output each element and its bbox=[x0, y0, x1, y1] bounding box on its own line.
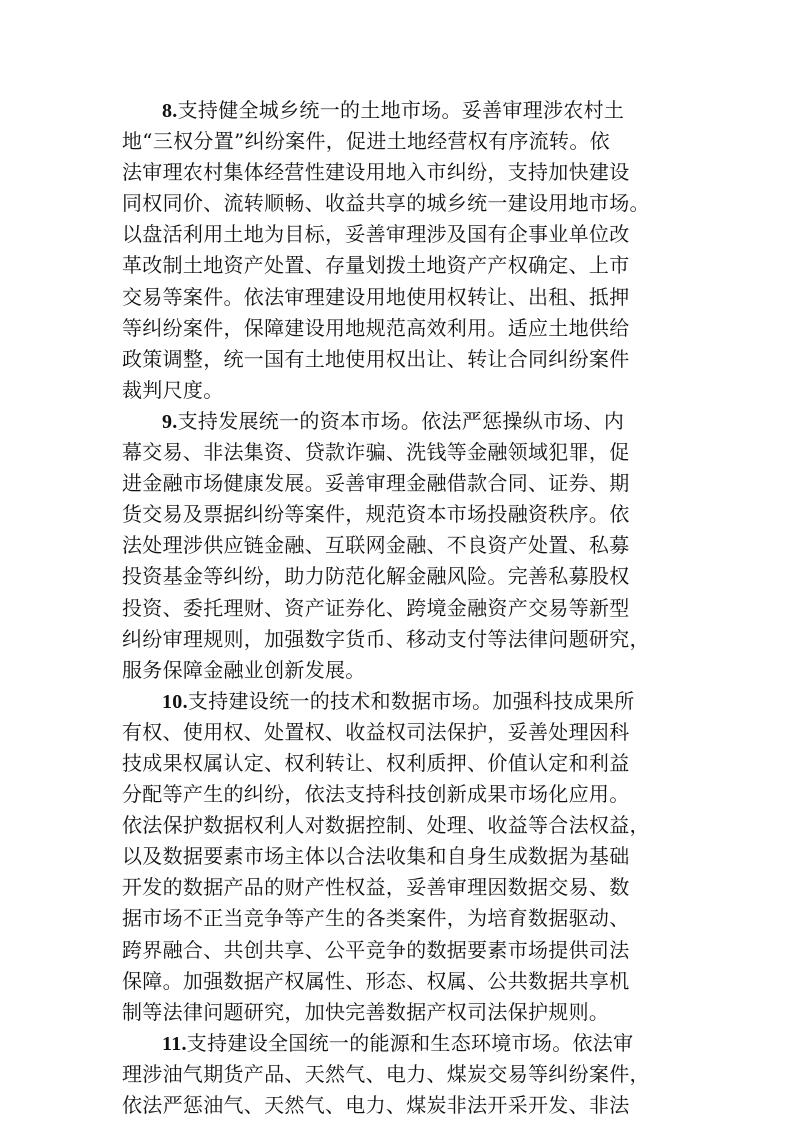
paragraph-line: 投资基金等纠纷，助力防范化解金融风险。完善私募股权 bbox=[122, 564, 630, 589]
paragraph-line: 据市场不正当竞争等产生的各类案件，为培育数据驱动、 bbox=[122, 906, 630, 931]
paragraph-line: 地“三权分置”纠纷案件，促进土地经营权有序流转。依 bbox=[122, 129, 610, 154]
paragraph-line: 货交易及票据纠纷等案件，规范资本市场投融资秩序。依 bbox=[122, 502, 630, 527]
paragraph-line: 理涉油气期货产品、天然气、电力、煤炭交易等纠纷案件， bbox=[122, 1061, 650, 1086]
paragraph-line: 同权同价、流转顺畅、收益共享的城乡统一建设用地市场。 bbox=[122, 191, 650, 216]
paragraph-number: 10. bbox=[162, 690, 188, 713]
paragraph-line: 法处理涉供应链金融、互联网金融、不良资产处置、私募 bbox=[122, 533, 630, 558]
paragraph-line: 以盘活利用土地为目标，妥善审理涉及国有企事业单位改 bbox=[122, 222, 630, 247]
paragraph-line: 依法严惩油气、天然气、电力、煤炭非法开采开发、非法 bbox=[122, 1093, 630, 1117]
paragraph-10 bbox=[122, 686, 682, 1028]
paragraph-line: 纠纷审理规则，加强数字货币、移动支付等法律问题研究， bbox=[122, 626, 650, 651]
paragraph-line: 政策调整，统一国有土地使用权出让、转让合同纠纷案件 bbox=[122, 346, 630, 371]
paragraph-8 bbox=[122, 95, 682, 406]
paragraph-line: 分配等产生的纠纷，依法支持科技创新成果市场化应用。 bbox=[122, 782, 630, 807]
paragraph-9 bbox=[122, 406, 682, 686]
paragraph-line: 有权、使用权、处置权、收益权司法保护，妥善处理因科 bbox=[122, 719, 630, 744]
paragraph-line: 以及数据要素市场主体以合法收集和自身生成数据为基础 bbox=[122, 844, 630, 869]
paragraph-line: 开发的数据产品的财产性权益，妥善审理因数据交易、数 bbox=[122, 875, 630, 900]
paragraph-line bbox=[122, 406, 682, 437]
line-text: 支持建设全国统一的能源和生态环境市场。依法审 bbox=[186, 1030, 634, 1055]
paragraph-line: 保障。加强数据产权属性、形态、权属、公共数据共享机 bbox=[122, 968, 630, 993]
paragraph-11 bbox=[122, 1028, 682, 1121]
body-text bbox=[122, 95, 682, 1121]
paragraph-line: 跨界融合、共创共享、公平竞争的数据要素市场提供司法 bbox=[122, 937, 630, 962]
paragraph-line bbox=[122, 686, 682, 717]
paragraph-line bbox=[122, 1028, 682, 1059]
paragraph-line: 技成果权属认定、权利转让、权利质押、价值认定和利益 bbox=[122, 750, 630, 775]
paragraph-number: 9. bbox=[162, 410, 178, 433]
paragraph-line: 制等法律问题研究，加快完善数据产权司法保护规则。 bbox=[122, 999, 610, 1024]
paragraph-line: 幕交易、非法集资、贷款诈骗、洗钱等金融领域犯罪，促 bbox=[122, 440, 630, 465]
paragraph-line: 交易等案件。依法审理建设用地使用权转让、出租、抵押 bbox=[122, 284, 630, 309]
paragraph-line: 进金融市场健康发展。妥善审理金融借款合同、证券、期 bbox=[122, 471, 630, 496]
paragraph-line: 裁判尺度。 bbox=[122, 377, 224, 402]
paragraph-line: 依法保护数据权利人对数据控制、处理、收益等合法权益， bbox=[122, 813, 650, 838]
paragraph-line: 服务保障金融业创新发展。 bbox=[122, 657, 366, 682]
paragraph-line: 法审理农村集体经营性建设用地入市纠纷，支持加快建设 bbox=[122, 160, 630, 185]
paragraph-line: 投资、委托理财、资产证券化、跨境金融资产交易等新型 bbox=[122, 595, 630, 620]
line-text: 支持健全城乡统一的土地市场。妥善审理涉农村土 bbox=[177, 98, 625, 122]
paragraph-line: 等纠纷案件，保障建设用地规范高效利用。适应土地供给 bbox=[122, 315, 630, 340]
line-text: 支持发展统一的资本市场。依法严惩操纵市场、内 bbox=[177, 408, 625, 433]
paragraph-line: 革改制土地资产处置、存量划拨土地资产产权确定、上市 bbox=[122, 253, 630, 278]
line-text: 支持建设统一的技术和数据市场。加强科技成果所 bbox=[187, 688, 635, 713]
paragraph-number: 11. bbox=[162, 1032, 187, 1055]
paragraph-number: 8. bbox=[162, 100, 178, 122]
paragraph-line bbox=[122, 95, 682, 126]
